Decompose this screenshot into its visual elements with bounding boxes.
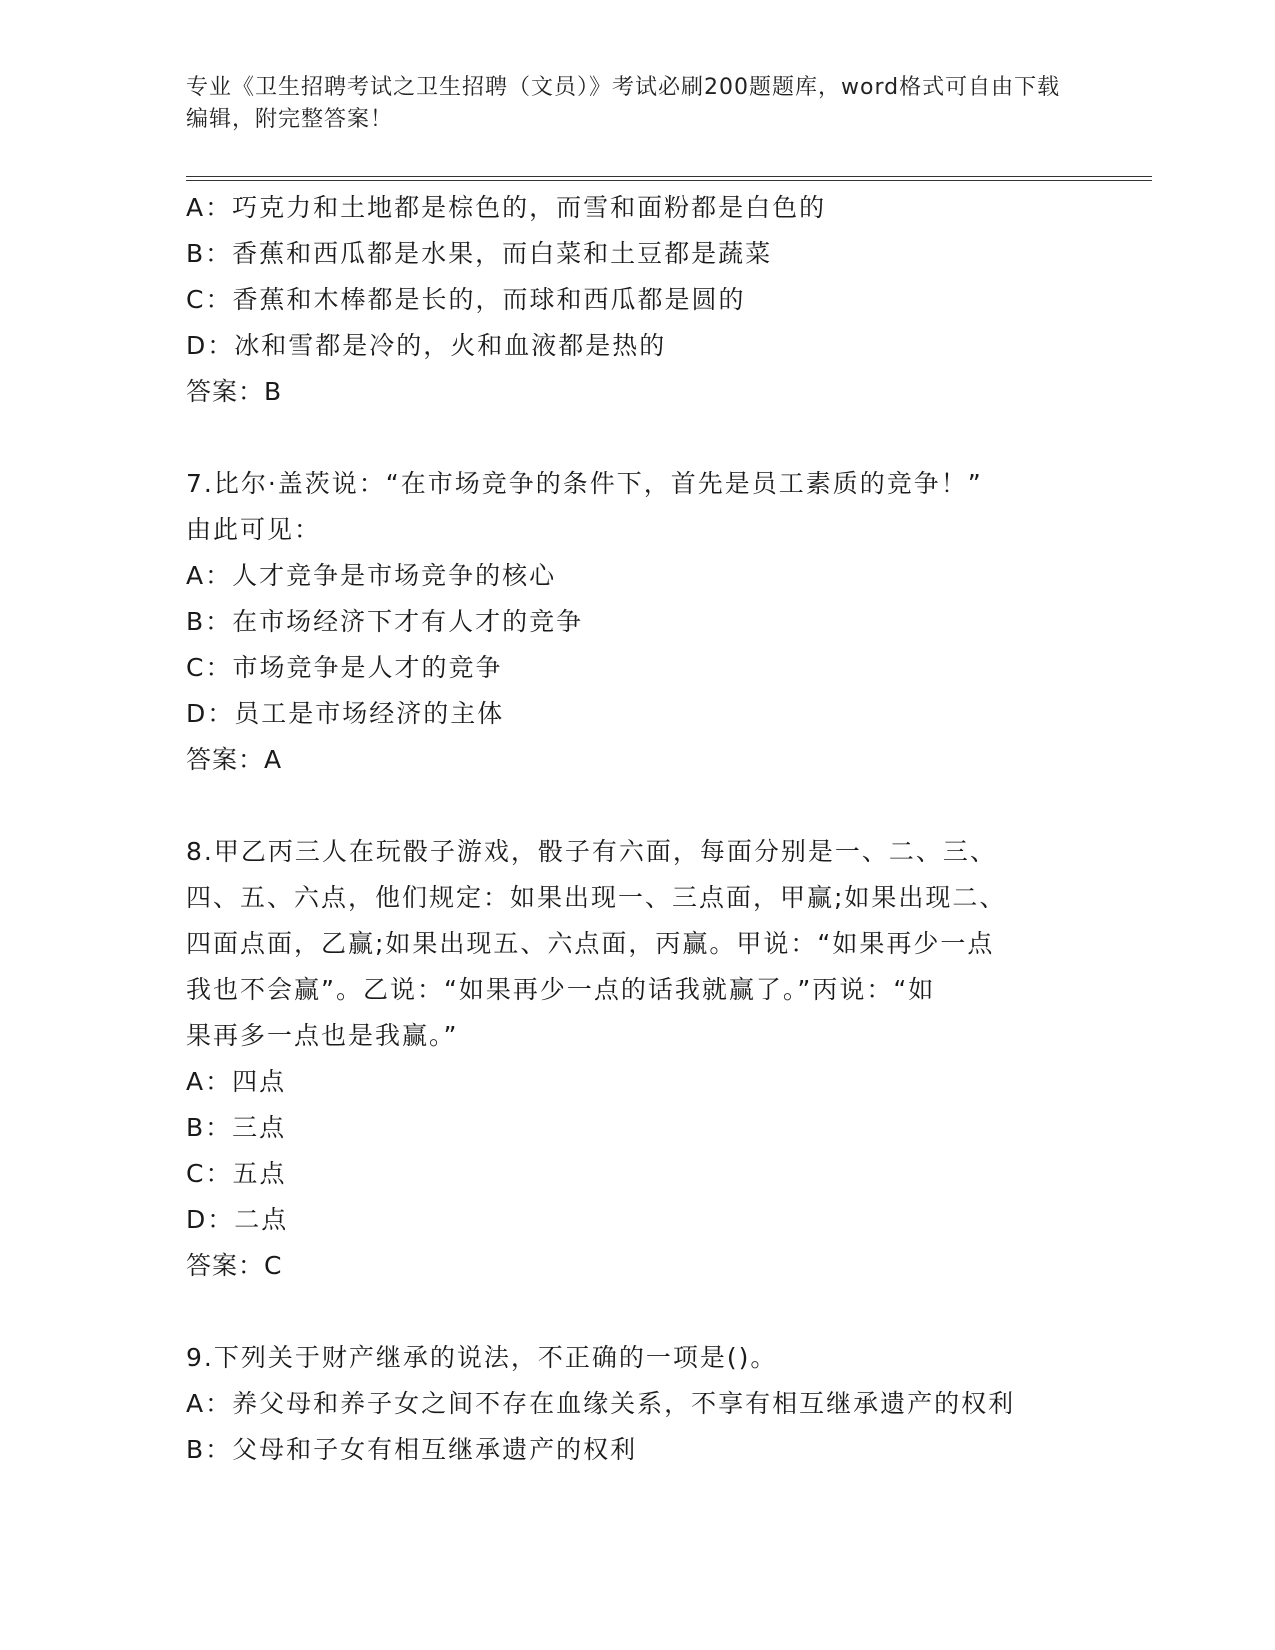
question-text: 果再多一点也是我赢。” — [186, 1021, 459, 1050]
option-b: B：三点 — [186, 1113, 287, 1142]
option-a: A：巧克力和土地都是棕色的，而雪和面粉都是白色的 — [186, 193, 827, 222]
option-d: D：员工是市场经济的主体 — [186, 699, 505, 728]
spacer — [186, 783, 1106, 829]
option-d: D：二点 — [186, 1205, 289, 1234]
header-title: 专业《卫生招聘考试之卫生招聘（文员）》考试必刷200题题库，word格式可自由下载编辑，附完整答案！ — [186, 75, 1061, 132]
question-block-9 — [186, 1335, 1106, 1473]
answer-line: 答案：B — [186, 377, 283, 406]
option-a: A：养父母和养子女之间不存在血缘关系，不享有相互继承遗产的权利 — [186, 1389, 1016, 1418]
option-b: B：父母和子女有相互继承遗产的权利 — [186, 1435, 638, 1464]
question-text: 8.甲乙丙三人在玩骰子游戏，骰子有六面，每面分别是一、二、三、 — [186, 837, 997, 866]
option-c: C：香蕉和木棒都是长的，而球和西瓜都是圆的 — [186, 285, 746, 314]
option-d: D：冰和雪都是冷的，火和血液都是热的 — [186, 331, 667, 360]
question-block-8 — [186, 829, 1106, 1289]
header-divider — [186, 176, 1152, 181]
question-text: 7.比尔·盖茨说：“在市场竞争的条件下，首先是员工素质的竞争！” — [186, 469, 983, 498]
answer-line: 答案：C — [186, 1251, 283, 1280]
spacer — [186, 415, 1106, 461]
option-c: C：市场竞争是人才的竞争 — [186, 653, 503, 682]
option-c: C：五点 — [186, 1159, 287, 1188]
option-a: A：四点 — [186, 1067, 287, 1096]
question-block-6 — [186, 185, 1106, 415]
question-text: 四面点面，乙赢;如果出现五、六点面，丙赢。甲说：“如果再少一点 — [186, 929, 995, 958]
document-header — [186, 72, 1066, 136]
answer-line: 答案：A — [186, 745, 283, 774]
question-block-7 — [186, 461, 1106, 783]
question-text: 我也不会赢”。乙说：“如果再少一点的话我就赢了。”丙说：“如 — [186, 975, 936, 1004]
spacer — [186, 1289, 1106, 1335]
document-body — [186, 185, 1106, 1473]
option-b: B：在市场经济下才有人才的竞争 — [186, 607, 584, 636]
option-b: B：香蕉和西瓜都是水果，而白菜和土豆都是蔬菜 — [186, 239, 773, 268]
option-a: A：人才竞争是市场竞争的核心 — [186, 561, 557, 590]
question-text: 四、五、六点，他们规定：如果出现一、三点面，甲赢;如果出现二、 — [186, 883, 1007, 912]
question-text: 9.下列关于财产继承的说法，不正确的一项是()。 — [186, 1343, 778, 1372]
question-text: 由此可见： — [186, 515, 322, 544]
